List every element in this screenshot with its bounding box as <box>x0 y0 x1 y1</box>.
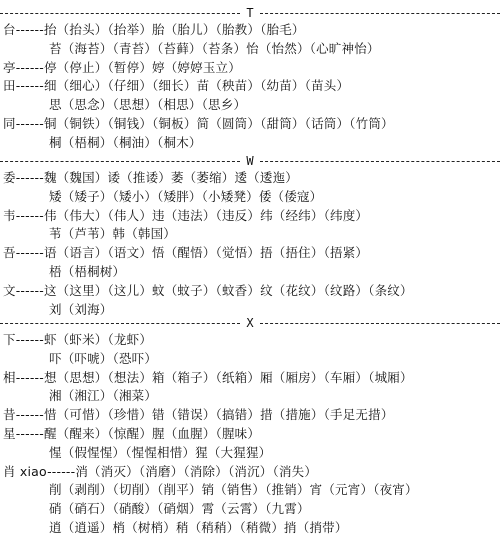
divider-line <box>260 161 500 162</box>
group-entry-text: 肖 xiao------消（消灭）（消磨）（消除）（消沉）（消失） <box>3 463 318 479</box>
group-entry-text: 台------抬（抬头）（抬举）胎（胎儿）（胎教）（胎毛） <box>3 22 305 37</box>
continuation-entry-text: 矮（矮子）（矮小）（矮胖）（小矮凳）倭（倭寇） <box>49 188 323 204</box>
continuation-entry-text: 削（剥削）（切削）（削平）销（销售）（推销）宵（元宵）（夜宵） <box>49 482 418 498</box>
continuation-entry-text: 刘（刘海） <box>49 301 113 317</box>
section-letter: T <box>246 6 254 20</box>
divider-line <box>0 323 240 324</box>
group-entry-text: 下------虾（虾米）（龙虾） <box>3 332 153 347</box>
group-entry-text: 亭------停（停止）（暂停）婷（婷婷玉立） <box>3 59 241 75</box>
group-entry-text: 委------魏（魏国）诿（推诿）萎（萎缩）逶（逶迤） <box>3 170 298 185</box>
section-letter: X <box>246 316 254 330</box>
continuation-entry-text: 逍（逍遥）梢（树梢）稍（稍稍）（稍微）捎（捎带） <box>49 520 348 535</box>
continuation-entry-text: 吓（吓唬）（恐吓） <box>49 350 158 366</box>
divider-line <box>260 323 500 324</box>
continuation-entry-text: 梧（梧桐树） <box>49 264 126 279</box>
continuation-entry-text: 思（思念）（思想）（相思）（思乡） <box>49 97 247 113</box>
group-entry-text: 吾------语（语言）（语文）悟（醒悟）（觉悟）捂（捂住）（捂紧） <box>3 245 369 261</box>
continuation-entry-text: 惺（假惺惺）（惺惺相惜）猩（大猩猩） <box>49 444 272 460</box>
group-entry-text: 文------这（这里）（这儿）蚊（蚊子）（蚊香）纹（花纹）（纹路）（条纹） <box>3 282 413 298</box>
divider-line <box>260 13 500 14</box>
group-entry-text: 星------醒（醒来）（惊醒）腥（血腥）（腥味） <box>3 426 261 441</box>
section-letter: W <box>246 154 254 168</box>
entry-line <box>0 516 500 538</box>
continuation-entry-text: 桐（梧桐）（桐油）（桐木） <box>49 134 202 150</box>
group-entry-text: 昔------惜（可惜）（珍惜）错（错误）（搞错）措（措施）（手足无措） <box>3 407 394 423</box>
group-entry-text: 同------铜（铜铁）（铜钱）（铜板）简（圆筒）（甜筒）（话筒）（竹筒） <box>3 116 394 131</box>
divider-line <box>0 13 240 14</box>
group-entry-text: 田------细（细心）（仔细）（细长）苗（秧苗）（幼苗）（苗头） <box>3 78 350 94</box>
continuation-entry-text: 硝（硝石）（硝酸）（硝烟）霄（云霄）（九霄） <box>49 501 310 517</box>
group-entry-text: 相------想（思想）（想法）箱（箱子）（纸箱）厢（厢房）（车厢）（城厢） <box>3 369 413 385</box>
continuation-entry-text: 苇（芦苇）韩（韩国） <box>49 226 177 242</box>
group-entry-text: 韦------伟（伟大）（伟人）违（违法）（违反）纬（经纬）（纬度） <box>3 207 369 223</box>
continuation-entry-text: 湘（湘江）（湘菜） <box>49 388 158 404</box>
continuation-entry-text: 苔（海苔）（青苔）（苔藓）（苔条）怡（怡然）（心旷神怡） <box>49 40 380 56</box>
divider-line <box>0 161 240 162</box>
